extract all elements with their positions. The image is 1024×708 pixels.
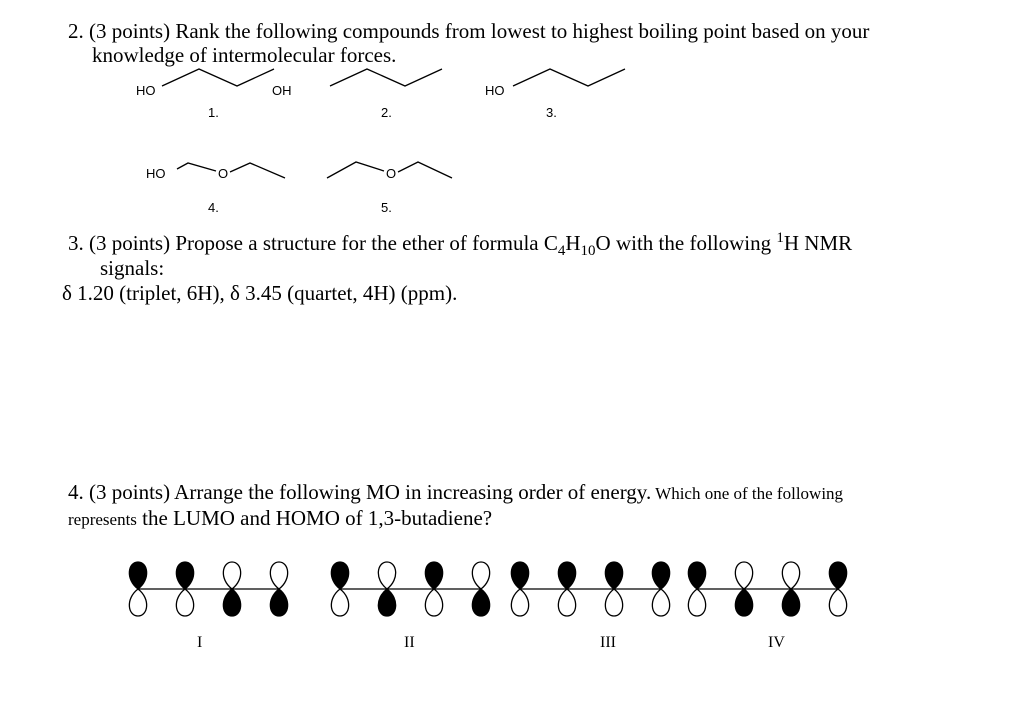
question-3-nmr-signals: δ 1.20 (triplet, 6H), δ 3.45 (quartet, 4H) (ppm). [62,281,458,305]
mo-4-p-orbital-1-bottom-lobe [688,589,705,616]
compound-5-oxygen: O [386,166,397,181]
mo-3-p-orbital-1-top-lobe [511,562,528,589]
mo-4-p-orbital-2-top-lobe [735,562,752,589]
question-4-line-1: 4. (3 points) Arrange the following MO in increasing order of energy. Which one of the following [68,480,844,504]
mo-4-p-orbital-1-top-lobe [688,562,705,589]
mo-2-p-orbital-1-bottom-lobe [331,589,348,616]
mo-1-p-orbital-1-bottom-lobe [129,589,146,616]
mo-2-p-orbital-1-top-lobe [331,562,348,589]
mo-2-p-orbital-3-top-lobe [425,562,442,589]
compound-1-number: 1. [208,105,219,120]
mo-3-p-orbital-1-bottom-lobe [511,589,528,616]
compound-3-ho: HO [485,83,505,98]
compound-1-oh: OH [272,83,292,98]
mo-3-p-orbital-2-top-lobe [558,562,575,589]
mo-4-label: IV [768,634,785,651]
mo-3-p-orbital-3-top-lobe [605,562,622,589]
mo-2-p-orbital-2-bottom-lobe [378,589,395,616]
mo-2-p-orbital-2-top-lobe [378,562,395,589]
mo-3-label: III [600,634,616,651]
mo-3-p-orbital-4-bottom-lobe [652,589,669,616]
mo-2-label: II [404,634,415,651]
question-3-line-2: signals: [100,256,165,280]
mo-4-p-orbital-3-top-lobe [782,562,799,589]
mo-2-p-orbital-3-bottom-lobe [425,589,442,616]
question-2-line-2: knowledge of intermolecular forces. [92,43,397,67]
mo-2-p-orbital-4-bottom-lobe [472,589,489,616]
mo-4-p-orbital-4-bottom-lobe [829,589,846,616]
compound-4-oxygen: O [218,166,229,181]
mo-1-p-orbital-2-bottom-lobe [176,589,193,616]
mo-3-p-orbital-2-bottom-lobe [558,589,575,616]
compound-4-number: 4. [208,200,219,215]
question-3-line-1: 3. (3 points) Propose a structure for the ether of formula $C_4H_{10}O$ with the following $^1$H NMR [68,230,853,260]
mo-4-p-orbital-4-top-lobe [829,562,846,589]
mo-1-p-orbital-1-top-lobe [129,562,146,589]
compound-3-number: 3. [546,105,557,120]
mo-1-label: I [197,634,203,651]
mo-1-p-orbital-3-top-lobe [223,562,240,589]
mo-3-p-orbital-3-bottom-lobe [605,589,622,616]
mo-3-p-orbital-4-top-lobe [652,562,669,589]
mo-1-p-orbital-4-bottom-lobe [270,589,287,616]
mo-4-p-orbital-3-bottom-lobe [782,589,799,616]
mo-1-p-orbital-4-top-lobe [270,562,287,589]
mo-1-p-orbital-2-top-lobe [176,562,193,589]
mo-1-p-orbital-3-bottom-lobe [223,589,240,616]
mo-4-p-orbital-2-bottom-lobe [735,589,752,616]
compound-5-number: 5. [381,200,392,215]
compound-2-number: 2. [381,105,392,120]
compound-4-ho: HO [146,166,166,181]
question-4-line-2: represents the LUMO and HOMO of 1,3-butadiene? [68,506,493,530]
compound-1-ho: HO [136,83,156,98]
mo-2-p-orbital-4-top-lobe [472,562,489,589]
question-2-line-1: 2. (3 points) Rank the following compounds from lowest to highest boiling point based on your [68,19,870,43]
